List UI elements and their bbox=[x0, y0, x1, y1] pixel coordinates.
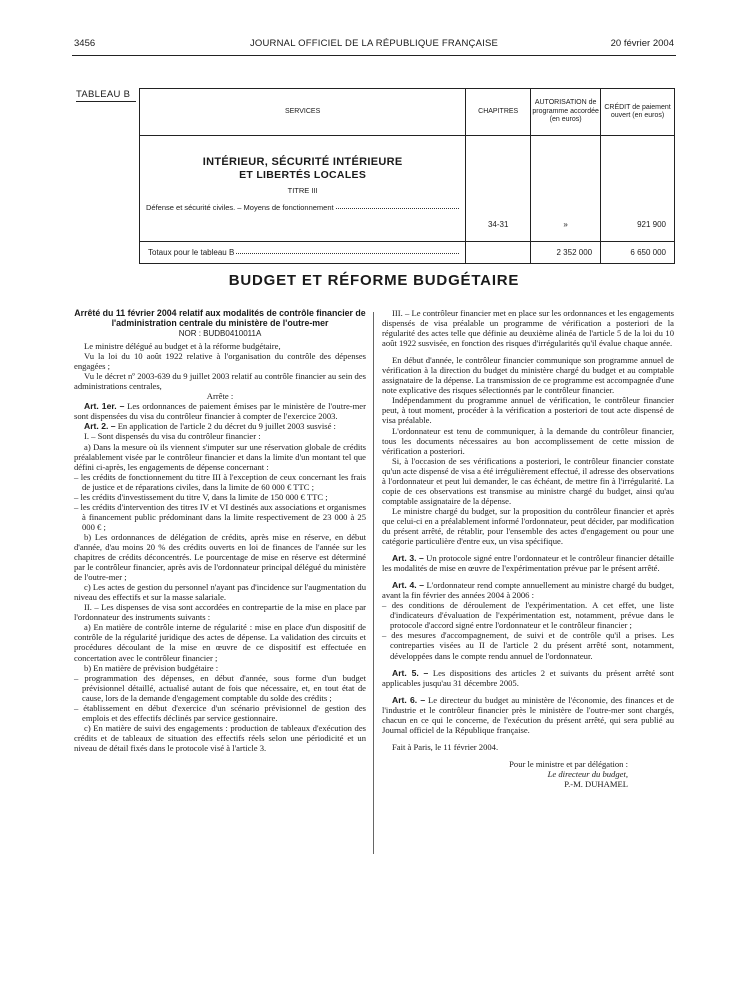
article-label: Art. 1er. – bbox=[84, 401, 125, 412]
article-5: Art. 5. – Les dispositions des articles 2 et suivants du présent arrêté sont applicables jusqu'au 31 décembre 2005. bbox=[382, 667, 674, 688]
list-item: – établissement en début d'exercice d'un scénario prévisionnel de gestion des emplois et des effectifs déclinés par service gestionnaire. bbox=[74, 702, 366, 723]
paragraph: Si, à l'occasion de ses vérifications a posteriori, le contrôleur financier constate qu'un acte dispensé de visa a été irrégulièrement effectué, il adresse des observations à l'ordonnateur et peut lui demander, le cas échéant, de mettre fin à l'irrégularité. La copie de ces observations est transmise au ministre chargé du budget, ainsi qu'au comptable assignataire de la dépense. bbox=[382, 455, 674, 506]
paragraph: Vu le décret nº 2003-639 du 9 juillet 2003 relatif au contrôle financier au sein des administrations centrales, bbox=[74, 371, 366, 392]
article-label: Art. 3. – bbox=[392, 553, 424, 564]
total-autorisation: 2 352 000 bbox=[531, 242, 601, 264]
header-autorisation: AUTORISATION de programme accordée (en euros) bbox=[531, 89, 601, 136]
table-row bbox=[140, 136, 675, 242]
total-chapitre bbox=[466, 242, 531, 264]
nor-reference: NOR : BUDB0410011A bbox=[178, 329, 262, 338]
page-number: 3456 bbox=[74, 38, 96, 49]
paragraph: Indépendamment du programme annuel de vérification, le contrôleur financier peut, à tout moment, procéder à la vérification a posteriori de tout acte dispensé de visa préalable. bbox=[382, 395, 674, 426]
article-1: Art. 1er. – Les ordonnances de paiement émises par le ministère de l'outre-mer sont dispensées du visa du contrôleur financier à compter de l'exercice 2003. bbox=[74, 401, 366, 422]
journal-title: JOURNAL OFFICIEL DE LA RÉPUBLIQUE FRANÇAISE bbox=[249, 38, 499, 49]
ministry-title-2: ET LIBERTÉS LOCALES bbox=[239, 169, 367, 181]
paragraph: L'ordonnateur est tenu de communiquer, à la demande du contrôleur financier, tous les documents nécessaires au bon accomplissement de cette mission de vérification a posteriori. bbox=[382, 425, 674, 456]
list-item: – les crédits de fonctionnement du titre III à l'exception de ceux concernant les frais de justice et de réparations civiles, dans la limite de 60 000 € TTC ; bbox=[74, 471, 366, 492]
list-item: – des conditions de déroulement de l'expérimentation. A cet effet, une liste d'indicateurs d'évaluation de l'expérimentation est, notamment, prévue dans le protocole d'accord signé entre l'ordonnateur et le contrôleur financier ; bbox=[382, 600, 674, 631]
arrete-title: Arrêté du 11 février 2004 relatif aux modalités de contrôle financier de l'administration centrale du ministère de l'outre-mer bbox=[74, 308, 366, 328]
total-label: Totaux pour le tableau B bbox=[148, 248, 235, 257]
article-6: Art. 6. – Le directeur du budget au ministère de l'économie, des finances et de l'industrie et le contrôleur financier près le ministère de l'outre-mer sont chargés, chacun en ce qui le concerne, de l'exécution du présent arrêté, qui sera publié au Journal officiel de la République française. bbox=[382, 694, 674, 735]
section-title: BUDGET ET RÉFORME BUDGÉTAIRE bbox=[228, 272, 520, 289]
column-divider bbox=[373, 312, 374, 854]
ministry-title-1: INTÉRIEUR, SÉCURITÉ INTÉRIEURE bbox=[202, 156, 403, 168]
arrete-word: Arrête : bbox=[206, 391, 234, 402]
paragraph: En début d'année, le contrôleur financier communique son programme annuel de vérification à la direction du budget du ministère chargé du budget et au comptable assignataire de la dépense. La transmission de ce programme est accompagnée d'une note explicative des risques sélectionnés par le contrôleur financier. bbox=[382, 355, 674, 396]
paragraph: b) Les ordonnances de délégation de crédits, après mise en réserve, en début d'année, d'au moins 20 % des crédits ouverts en loi de finances de l'année sur les chapitres de crédits déconcentrés. Le pourcentage de mise en réserve est déterminé par le contrôleur financier, après avis de l'ordonnateur principal délégué du ministère de l'outre-mer ; bbox=[74, 531, 366, 583]
services-cell bbox=[140, 136, 466, 242]
article-label: Art. 5. – bbox=[392, 667, 429, 678]
titre-label: TITRE III bbox=[287, 186, 318, 195]
leader-dots bbox=[236, 248, 459, 254]
row-autorisation: » bbox=[531, 136, 601, 242]
signature-line-2: Le directeur du budget, bbox=[547, 768, 628, 779]
done-at: Fait à Paris, le 11 février 2004. bbox=[392, 741, 499, 752]
budget-table bbox=[139, 88, 675, 264]
table-total-row bbox=[140, 242, 675, 264]
signature-line-1: Pour le ministre et par délégation : bbox=[509, 758, 628, 769]
article-3: Art. 3. – Un protocole signé entre l'ordonnateur et le contrôleur financier détaille les modalités de mise en œuvre de l'expérimentation prévue par le présent arrêté. bbox=[382, 553, 674, 574]
table-header-row bbox=[140, 89, 675, 136]
paragraph: II. – Les dispenses de visa sont accordées en contrepartie de la mise en place par l'ordonnateur des instruments suivants : bbox=[74, 602, 366, 623]
total-credit: 6 650 000 bbox=[601, 242, 675, 264]
paragraph: Le ministre chargé du budget, sur la proposition du contrôleur financier et après que celui-ci en a préalablement informé l'ordonnateur, peut décider, par modification du présent arrêté, de rétablir, pour l'ensemble des actes d'engagement ou pour une catégorie particulière d'entre eux, un visa spécifique. bbox=[382, 505, 674, 547]
list-item: – les crédits d'intervention des titres IV et VI destinés aux associations et organismes à financement public prédominant dans la limite respectivement de 23 000 à 25 000 € ; bbox=[74, 501, 366, 532]
list-item: – des mesures d'accompagnement, de suivi et de contrôle qu'il a prises. Les contreparties visées au II de l'article 2 du présent arrêté sont, notamment, développées dans le compte rendu annuel de l'ordonnateur. bbox=[382, 630, 674, 661]
paragraph: c) Les actes de gestion du personnel n'ayant pas d'incidence sur l'augmentation du niveau des effectifs et sur la masse salariale. bbox=[74, 582, 366, 603]
total-label-cell bbox=[140, 242, 466, 264]
list-item: – les crédits d'investissement du titre V, dans la limite de 150 000 € TTC ; bbox=[74, 491, 328, 502]
right-column bbox=[382, 308, 674, 789]
row-label-line bbox=[140, 203, 465, 212]
paragraph: c) En matière de suivi des engagements : production de tableaux d'exécution des crédits et de tableaux de situation des effectifs réels selon une périodicité et un niveau de détail fixés dans le protocole visé à l'article 3. bbox=[74, 722, 366, 753]
header-services: SERVICES bbox=[140, 89, 466, 136]
paragraph: Le ministre délégué au budget et à la réforme budgétaire, bbox=[84, 341, 281, 352]
paragraph: a) Dans la mesure où ils viennent s'imputer sur une réservation globale de crédits préalablement visée par le contrôleur financier et dans la limite d'un montant tel que défini ci-après, les engagements de dépense concernant : bbox=[74, 441, 366, 472]
table-label-rule bbox=[76, 101, 136, 102]
header-rule bbox=[72, 55, 676, 56]
row-label: Défense et sécurité civiles. – Moyens de fonctionnement bbox=[146, 203, 334, 212]
article-label: Art. 6. – bbox=[392, 694, 426, 705]
header-chapitres: CHAPITRES bbox=[466, 89, 531, 136]
paragraph: III. – Le contrôleur financier met en place sur les ordonnances et les engagements dispensés de visa préalable un programme de vérification a posteriori de la régularité des actes telle que définie au deuxième alinéa de l'article 5 de la loi du 10 août 1922 susvisée, en fonction des risques d'irrégularités qu'il évalue chaque année. bbox=[382, 308, 674, 349]
row-chapitre: 34-31 bbox=[466, 136, 531, 242]
publication-date: 20 février 2004 bbox=[610, 38, 674, 49]
table-label: TABLEAU B bbox=[76, 89, 131, 100]
article-label: Art. 2. – bbox=[84, 421, 116, 432]
article-4: Art. 4. – L'ordonnateur rend compte annuellement au ministre chargé du budget, avant la fin février des années 2004 à 2006 : bbox=[382, 580, 674, 601]
header-credit: CRÉDIT de paiement ouvert (en euros) bbox=[601, 89, 675, 136]
paragraph: b) En matière de prévision budgétaire : bbox=[84, 662, 219, 673]
article-label: Art. 4. – bbox=[392, 580, 425, 591]
leader-dots bbox=[336, 203, 460, 209]
paragraph: Vu la loi du 10 août 1922 relative à l'organisation du contrôle des dépenses engagées ; bbox=[74, 351, 366, 372]
paragraph: I. – Sont dispensés du visa du contrôleur financier : bbox=[84, 431, 261, 442]
page-header bbox=[74, 38, 674, 54]
row-credit: 921 900 bbox=[601, 136, 675, 242]
list-item: – programmation des dépenses, en début d'année, sous forme d'un budget prévisionnel détaillé, actualisé autant de fois que nécessaire, et, en tout état de cause, lors de la demande d'engagement comptable du solde des crédits ; bbox=[74, 672, 366, 703]
signature-name: P.-M. DUHAMEL bbox=[564, 778, 628, 789]
paragraph: a) En matière de contrôle interne de régularité : mise en place d'un dispositif de contrôle de la régularité juridique des actes de dépense. La validation des circuits et procédures découlant de la mise en œuvre de ce dispositif est effectuée en concertation avec le contrôleur financier ; bbox=[74, 622, 366, 663]
article-2: Art. 2. – En application de l'article 2 du décret du 9 juillet 2003 susvisé : bbox=[84, 421, 336, 432]
left-column bbox=[74, 308, 366, 753]
